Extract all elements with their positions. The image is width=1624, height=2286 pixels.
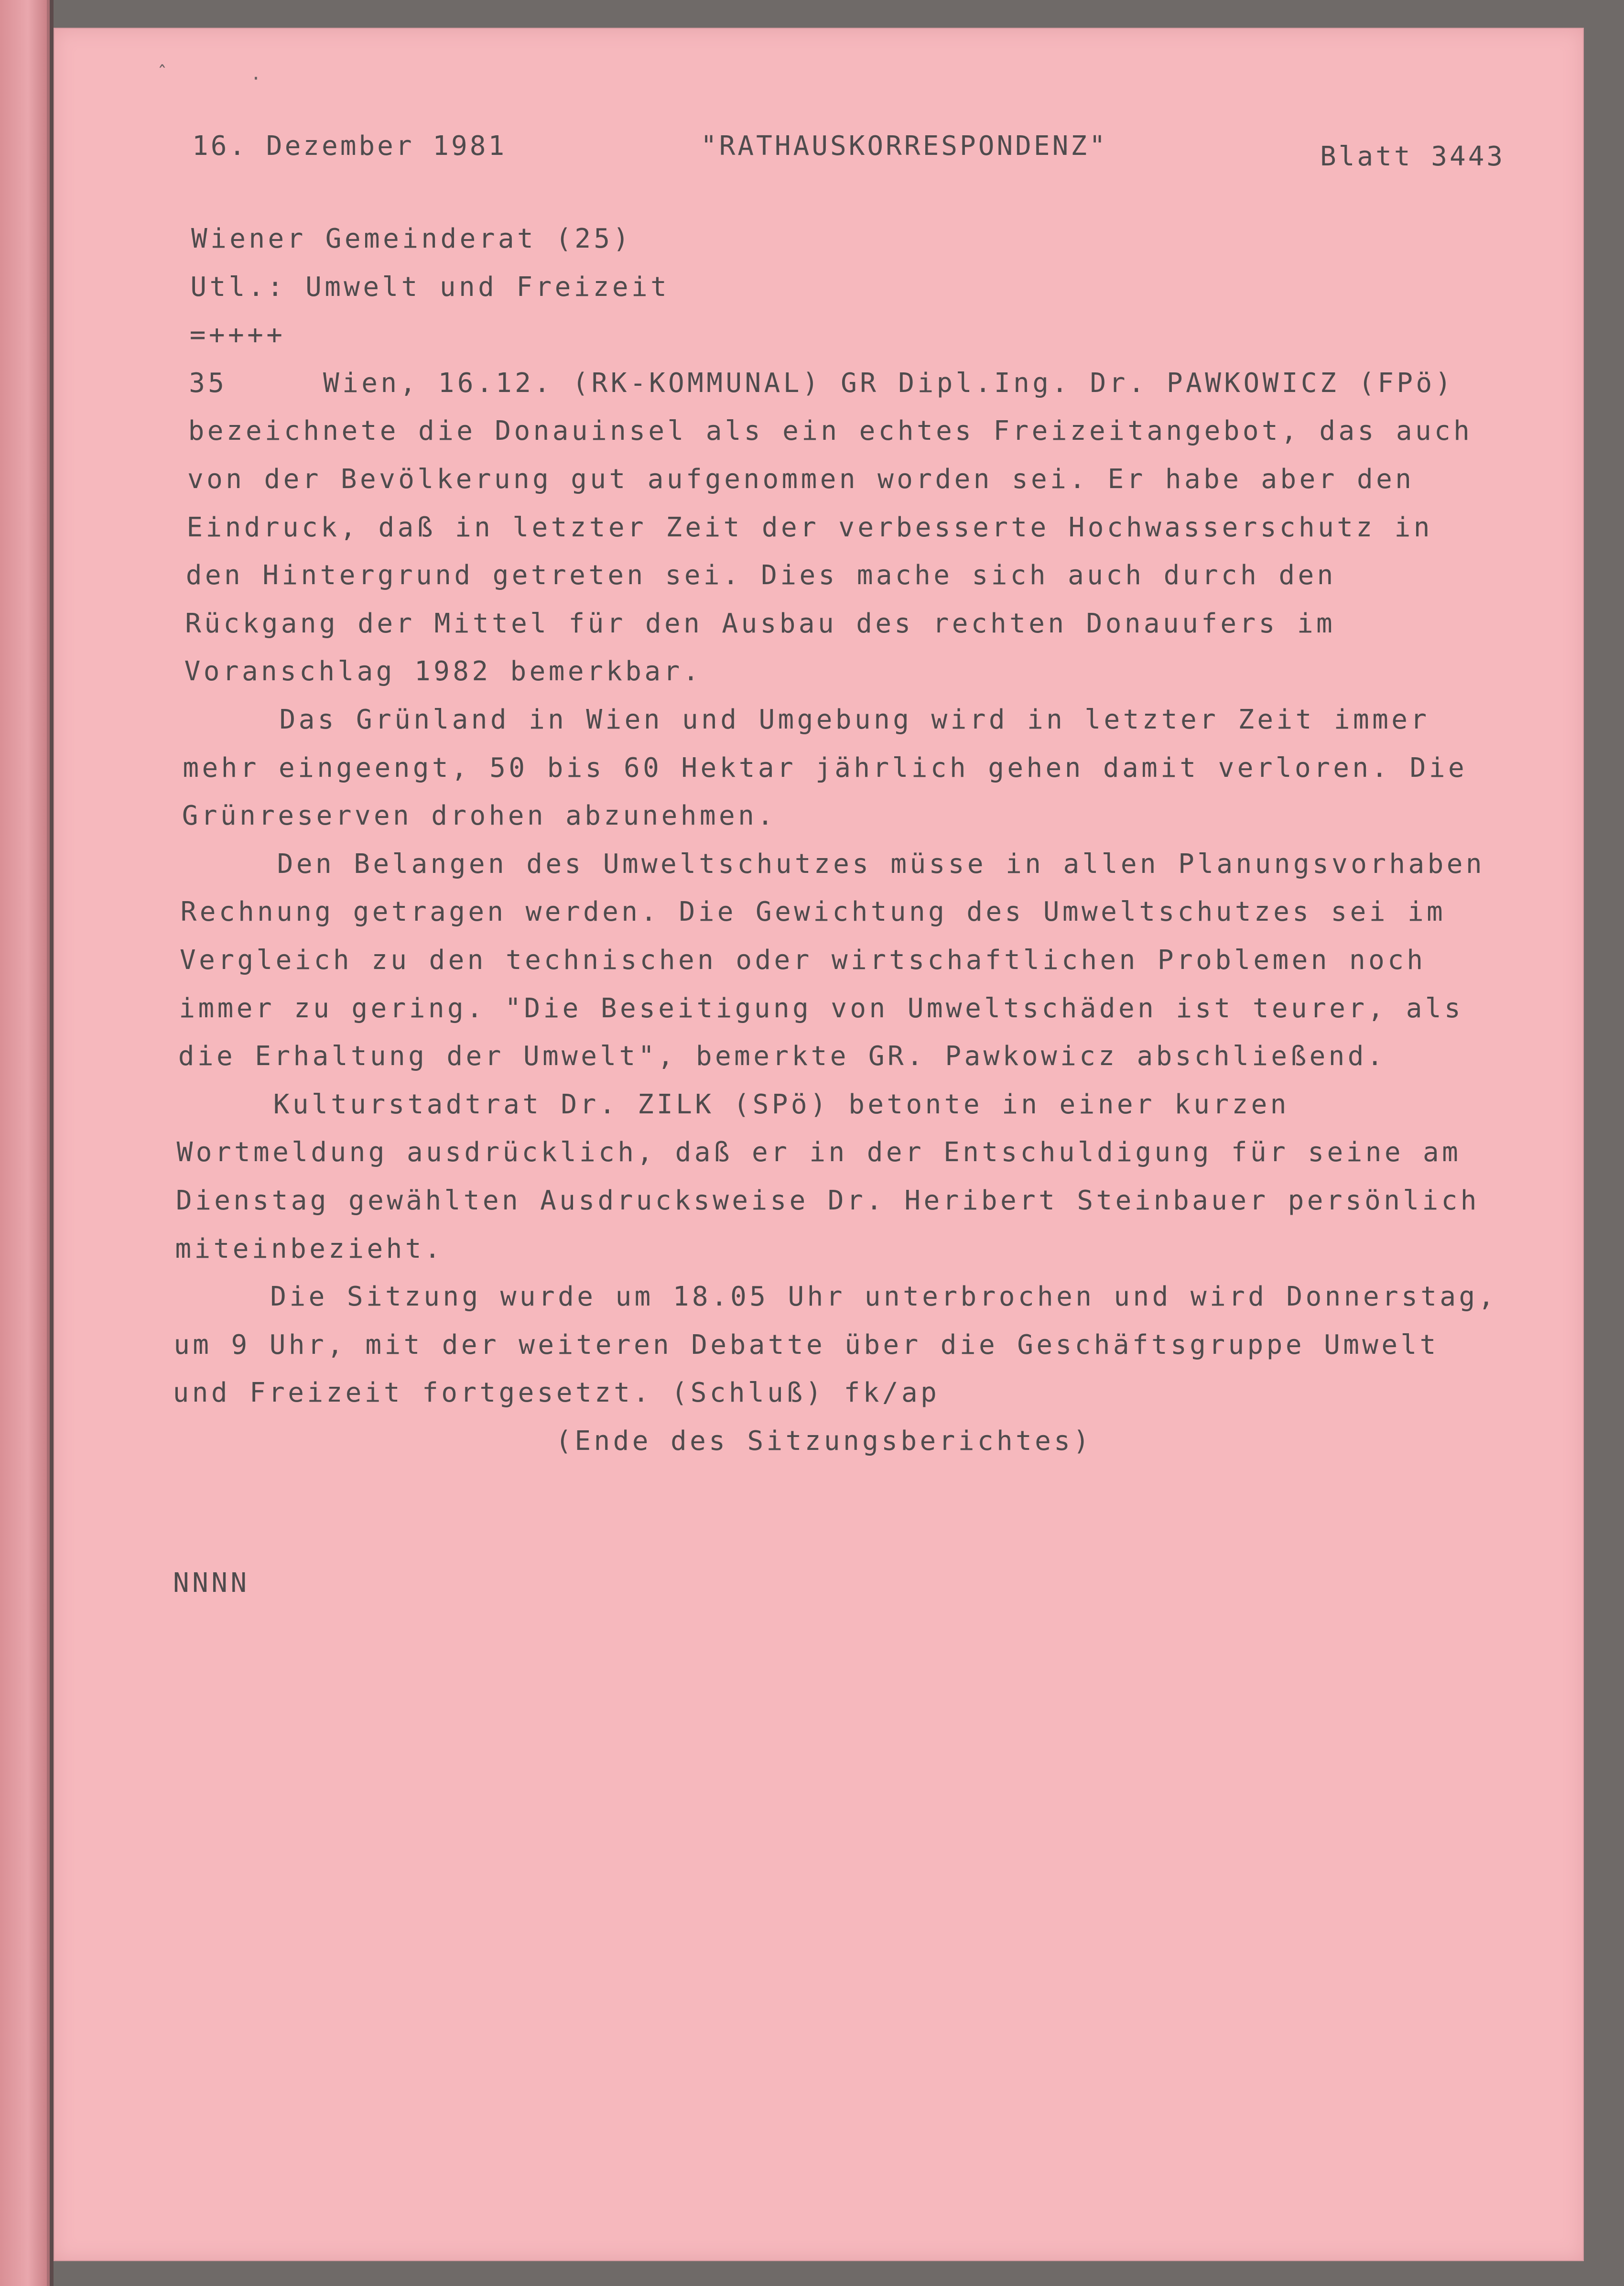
body-line: Kulturstadtrat Dr. ZILK (SPö) betonte in einer kurzen <box>177 1089 1289 1120</box>
body-line: Wiener Gemeinderat (25) <box>191 223 632 254</box>
header-page-number: Blatt 3443 <box>1320 141 1505 172</box>
book-gutter <box>50 0 54 2286</box>
paper-mark: · <box>250 68 261 89</box>
body-line: Utl.: Umwelt und Freizeit <box>190 271 670 303</box>
body-line: Eindruck, daß in letzter Zeit der verbesserte Hochwasserschutz in <box>186 512 1433 543</box>
body-line: immer zu gering. "Die Beseitigung von Umweltschäden ist teurer, als <box>179 992 1464 1024</box>
body-line: Grünreserven drohen abzunehmen. <box>182 800 777 832</box>
body-line: =++++ <box>189 319 286 351</box>
body-line: Wortmeldung ausdrücklich, daß er in der Entschuldigung für seine am <box>176 1137 1462 1168</box>
body-line: von der Bevölkerung gut aufgenommen worden sei. Er habe aber den <box>187 464 1415 495</box>
body-line: miteinbezieht. <box>175 1233 444 1264</box>
body-line: und Freizeit fortgesetzt. (Schluß) fk/ap <box>173 1377 940 1409</box>
header-publication: "RATHAUSKORRESPONDENZ" <box>701 131 1108 162</box>
body-line: bezeichnete die Donauinsel als ein echtes Freizeitangebot, das auch <box>188 415 1473 447</box>
body-line: Den Belangen des Umweltschutzes müsse in allen Planungsvorhaben <box>181 848 1485 880</box>
body-line: Die Sitzung wurde um 18.05 Uhr unterbrochen und wird Donnerstag, <box>174 1281 1497 1313</box>
body-line: Voranschlag 1982 bemerkbar. <box>184 656 702 687</box>
body-line: Dienstag gewählten Ausdrucksweise Dr. Heribert Steinbauer persönlich <box>176 1185 1480 1216</box>
body-line: Rückgang der Mittel für den Ausbau des rechten Donauufers im <box>185 608 1336 639</box>
body-line: Vergleich zu den technischen oder wirtschaftlichen Problemen noch <box>180 945 1426 976</box>
document-page <box>54 28 1584 2261</box>
body-line: Rechnung getragen werden. Die Gewichtung des Umweltschutzes sei im <box>180 896 1446 928</box>
body-line: Das Grünland in Wien und Umgebung wird in letzter Zeit immer <box>184 704 1430 735</box>
body-line: (Ende des Sitzungsberichtes) <box>172 1426 1093 1457</box>
body-line: die Erhaltung der Umwelt", bemerkte GR. Pawkowicz abschließend. <box>178 1041 1386 1072</box>
paper-mark: ˆ <box>157 62 168 83</box>
header-date: 16. Dezember 1981 <box>192 131 507 162</box>
end-mark: NNNN <box>173 1568 250 1599</box>
body-line: den Hintergrund getreten sei. Dies mache sich auch durch den <box>185 560 1336 591</box>
body-line: um 9 Uhr, mit der weiteren Debatte über die Geschäftsgruppe Umwelt <box>173 1329 1439 1361</box>
adjacent-page-edge <box>0 0 50 2286</box>
body-line: mehr eingeengt, 50 bis 60 Hektar jährlich gehen damit verloren. Die <box>183 752 1468 784</box>
body-line: 35 Wien, 16.12. (RK-KOMMUNAL) GR Dipl.Ing. Dr. PAWKOWICZ (FPö) <box>189 367 1454 399</box>
